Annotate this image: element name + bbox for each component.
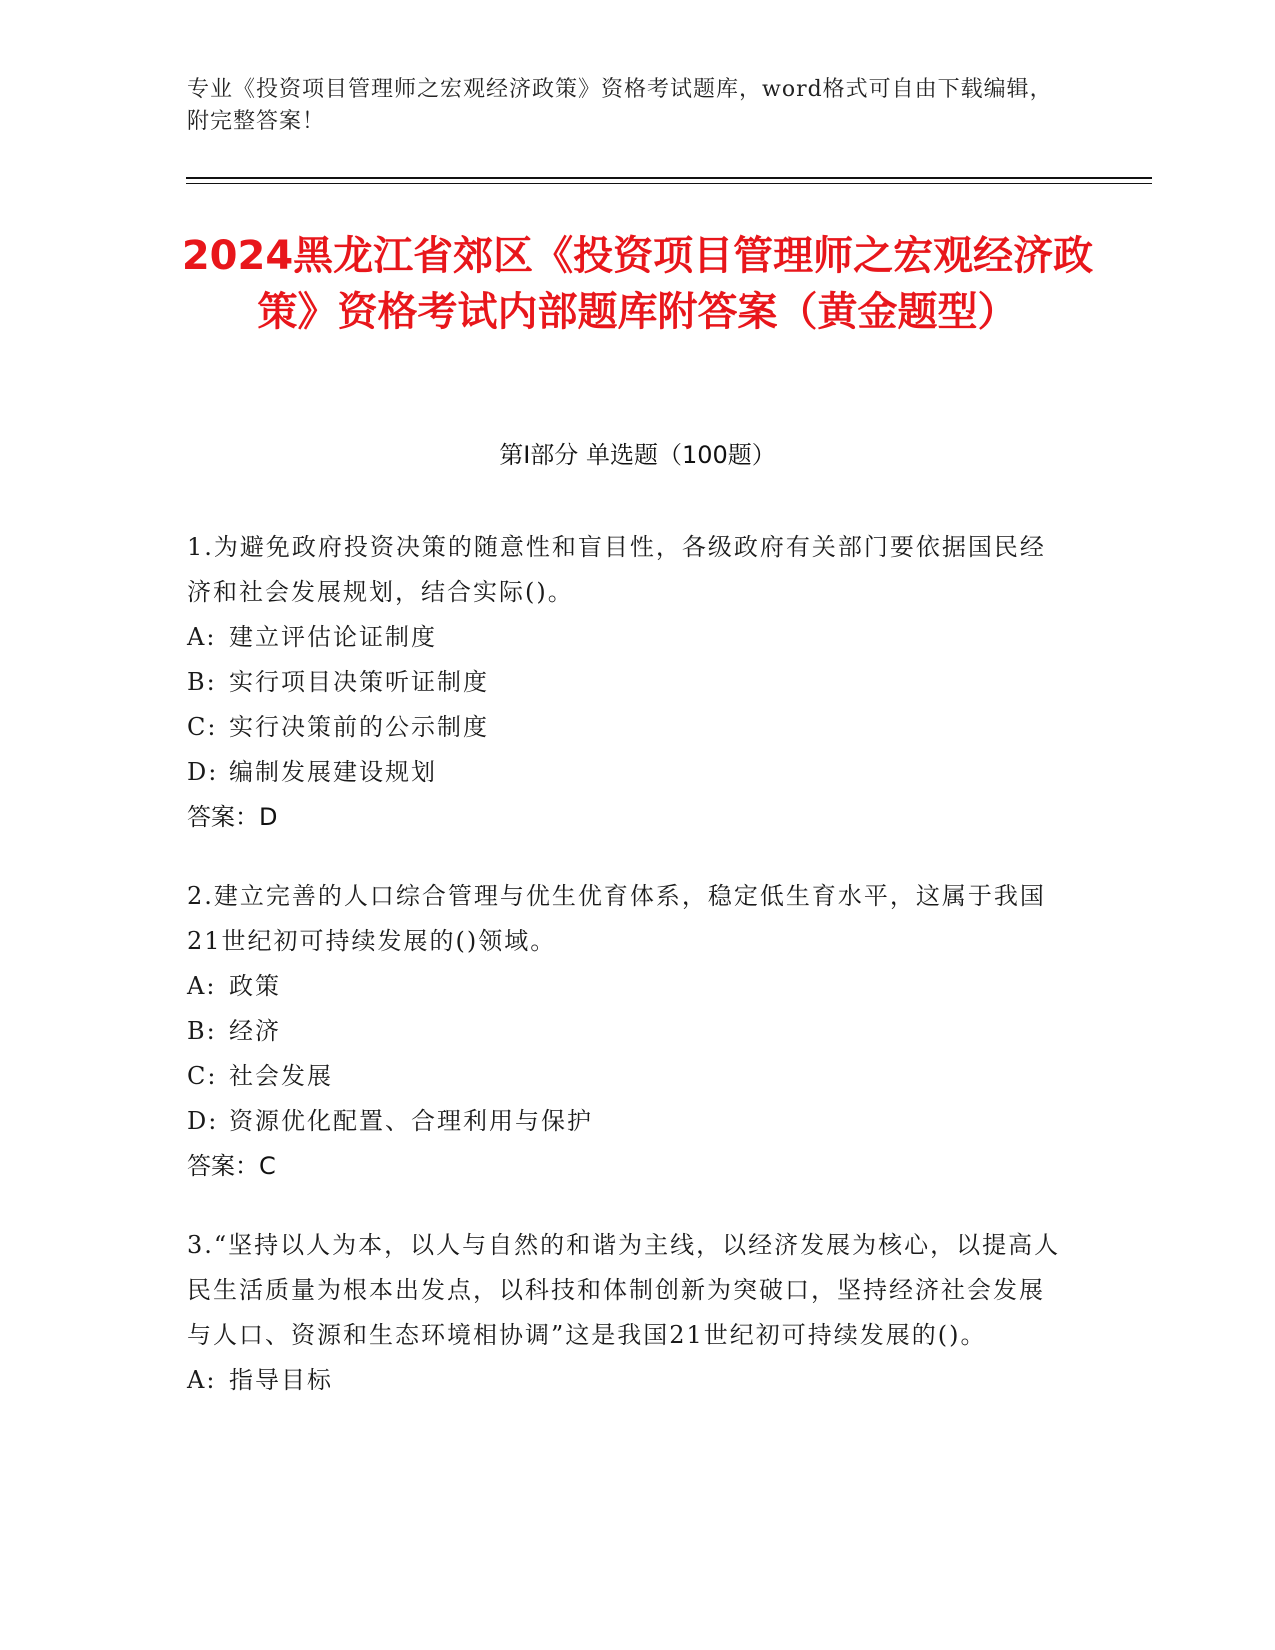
header-rule-thick bbox=[186, 177, 1152, 179]
section-heading: 第Ⅰ部分 单选题（100题） bbox=[499, 441, 776, 469]
option-text: 指导目标 bbox=[229, 1366, 333, 1394]
option-a bbox=[187, 615, 1067, 660]
question-3 bbox=[187, 1223, 1067, 1403]
option-text: 资源优化配置、合理利用与保护 bbox=[229, 1107, 593, 1135]
option-text: 社会发展 bbox=[229, 1062, 333, 1090]
option-b bbox=[187, 660, 1067, 705]
option-text: 实行决策前的公示制度 bbox=[229, 713, 489, 741]
option-letter: A: bbox=[187, 972, 217, 1000]
option-letter: B: bbox=[187, 668, 217, 696]
option-letter: D: bbox=[187, 1107, 219, 1135]
option-letter: A: bbox=[187, 623, 217, 651]
option-text: 政策 bbox=[229, 972, 281, 1000]
option-a bbox=[187, 964, 1067, 1009]
answer-line: 答案：C bbox=[187, 1152, 276, 1180]
option-letter: C: bbox=[187, 1062, 218, 1090]
option-text: 建立评估论证制度 bbox=[229, 623, 437, 651]
option-letter: A: bbox=[187, 1366, 217, 1394]
option-letter: B: bbox=[187, 1017, 217, 1045]
question-1 bbox=[187, 525, 1067, 840]
question-2 bbox=[187, 874, 1067, 1189]
option-c bbox=[187, 705, 1067, 750]
option-text: 经济 bbox=[229, 1017, 281, 1045]
option-b bbox=[187, 1009, 1067, 1054]
option-letter: D: bbox=[187, 758, 219, 786]
option-d bbox=[187, 750, 1067, 795]
option-text: 编制发展建设规划 bbox=[229, 758, 437, 786]
question-stem: 1.为避免政府投资决策的随意性和盲目性，各级政府有关部门要依据国民经济和社会发展规划，结合实际()。 bbox=[187, 533, 1046, 606]
answer-line: 答案：D bbox=[187, 803, 278, 831]
question-stem: 2.建立完善的人口综合管理与优生优育体系，稳定低生育水平，这属于我国21世纪初可持续发展的()领域。 bbox=[187, 882, 1046, 955]
document-title: 2024黑龙江省郊区《投资项目管理师之宏观经济政策》资格考试内部题库附答案（黄金题型） bbox=[181, 233, 1094, 335]
option-text: 实行项目决策听证制度 bbox=[229, 668, 489, 696]
option-d bbox=[187, 1099, 1067, 1144]
option-letter: C: bbox=[187, 713, 218, 741]
header-rule-thin bbox=[186, 183, 1152, 184]
option-c bbox=[187, 1054, 1067, 1099]
question-list bbox=[187, 525, 1067, 1437]
option-a bbox=[187, 1358, 1067, 1403]
question-stem: 3.“坚持以人为本，以人与自然的和谐为主线，以经济发展为核心，以提高人民生活质量为根本出发点，以科技和体制创新为突破口，坚持经济社会发展与人口、资源和生态环境相协调”这是我国21世纪初可持续发展的()。 bbox=[187, 1231, 1061, 1349]
header-note: 专业《投资项目管理师之宏观经济政策》资格考试题库，word格式可自由下载编辑，附完整答案！ bbox=[187, 77, 1053, 134]
